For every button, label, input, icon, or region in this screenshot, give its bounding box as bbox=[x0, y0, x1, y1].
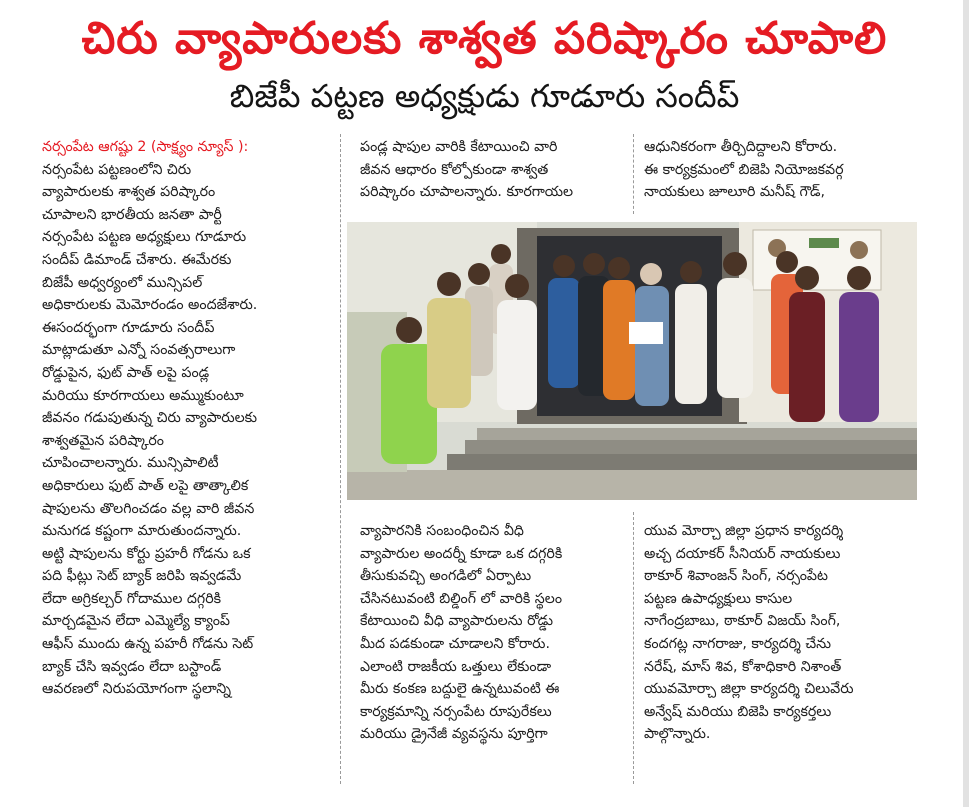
column-divider bbox=[340, 134, 341, 784]
text-line: తీసుకువచ్చి అంగడిలో ఏర్పాటు bbox=[360, 568, 532, 585]
text-line: బిజేపీ అధ్వర్యంలో మున్సిపల్ bbox=[42, 274, 203, 291]
text-line: మీద పడకుండా చూడాలని కోరారు. bbox=[360, 635, 550, 652]
text-line: బ్యాక్ చేసి ఇవ్వడం లేదా బస్టాండ్ bbox=[42, 658, 222, 675]
page-edge bbox=[963, 0, 969, 807]
text-line: నర్సంపేట పట్టణ అధ్యక్షులు గూడూరు bbox=[42, 229, 247, 246]
text-line: కందగట్ల నాగరాజు, కార్యదర్శి చేను bbox=[644, 635, 831, 652]
group-photo-illustration bbox=[347, 222, 917, 500]
text-line: మార్చడమైన లేదా ఎమ్మెల్యే క్యాంప్ bbox=[42, 613, 231, 630]
dateline: నర్సంపేట ఆగష్టు 2 (సాక్ష్యం న్యూస్ ): bbox=[42, 139, 249, 155]
text-line: కార్యక్రమాన్ని నర్సంపేట రూపురేకలు bbox=[360, 703, 552, 720]
article-column-2-top bbox=[360, 136, 640, 204]
text-line: కేటాయించి వీధి వ్యాపారులను రోడ్డు bbox=[360, 613, 553, 630]
text-line: ఠాకూర్ శివాంజన్ సింగ్, నర్సంపేట bbox=[644, 568, 828, 585]
text-line: చూపాలని భారతీయ జనతా పార్టీ bbox=[42, 206, 222, 223]
text-line: ఆధునికరంగా తీర్చిదిద్దాలని కోరారు. bbox=[644, 139, 838, 155]
text-line: జీవన ఆధారం కోల్పోకుండా శాశ్వత bbox=[360, 161, 549, 178]
text-line: సందీప్ డిమాండ్ చేశారు. ఈమేరకు bbox=[42, 251, 232, 268]
text-line: వ్యాపారులకు శాశ్వత పరిష్కారం bbox=[42, 184, 216, 201]
text-line: మీరు కంకణ బద్దులై ఉన్నటువంటి ఈ bbox=[360, 681, 560, 698]
text-line: యువమోర్చా జిల్లా కార్యదర్శి చిలువేరు bbox=[644, 681, 854, 698]
text-line: ఆవరణలో నిరుపయోగంగా స్థలాన్ని bbox=[42, 681, 232, 698]
text-line: ఈసందర్భంగా గూడూరు సందీప్ bbox=[42, 319, 215, 336]
text-line: మాట్లాడుతూ ఎన్నో సంవత్సరాలుగా bbox=[42, 342, 236, 359]
text-line: చేసినటువంటి బిల్డింగ్ లో వారికి స్థలం bbox=[360, 590, 563, 607]
text-line: యువ మోర్చా జిల్లా ప్రధాన కార్యదర్శి bbox=[644, 523, 844, 539]
text-line: జీవనం గడుపుతున్న చిరు వ్యాపారులకు bbox=[42, 410, 257, 427]
text-line: ఎలాంటి రాజకీయ ఒత్తులు లేకుండా bbox=[360, 658, 552, 675]
text-line: మనుగడ కష్టంగా మారుతుందన్నారు. bbox=[42, 523, 242, 540]
text-line: అధికారులు ఫుట్ పాత్ లపై తాత్కాలిక bbox=[42, 477, 249, 494]
text-line: లేదా అగ్రికల్చర్ గోదాముల దగ్గరికి bbox=[42, 590, 222, 607]
text-line: రోడ్డుపైన, ఫుట్ పాత్ లపై పండ్ల bbox=[42, 364, 210, 381]
text-line: నాయకులు జూలూరి మనీష్ గౌడ్, bbox=[644, 184, 825, 201]
text-line: పరిష్కారం చూపాలన్నారు. కూరగాయల bbox=[360, 184, 574, 201]
text-line: పట్టణ ఉపాధ్యక్షులు కాసుల bbox=[644, 590, 793, 607]
text-line: వ్యాపారుల అందర్నీ కూడా ఒక దగ్గరికి bbox=[360, 545, 563, 562]
text-line: మరియు కూరగాయలు అమ్ముకుంటూ bbox=[42, 387, 244, 404]
text-line: మరియు డ్రైనేజీ వ్యవస్థను పూర్తిగా bbox=[360, 726, 548, 743]
text-line: వ్యాపారనికి సంబంధించిన వీధి bbox=[360, 523, 524, 539]
text-line: శాశ్వతమైన పరిష్కారం bbox=[42, 432, 164, 449]
text-line: అన్వేష్ మరియు బిజెపి కార్యకర్తలు bbox=[644, 703, 832, 720]
news-photo bbox=[347, 222, 917, 500]
text-line: నాగేంద్రబాబు, ఠాకూర్ విజయ్ సింగ్, bbox=[644, 613, 841, 630]
article-column-3-bottom bbox=[644, 520, 924, 746]
text-line: నర్సంపేట పట్టణంలోని చిరు bbox=[42, 161, 192, 178]
subheadline: బిజేపీ పట్టణ అధ్యక్షుడు గూడూరు సందీప్ bbox=[229, 77, 740, 115]
article-column-3-top bbox=[644, 136, 924, 204]
text-line: షాపులను తొలగించడం వల్ల వారి జీవన bbox=[42, 500, 255, 517]
text-line: పాల్గొన్నారు. bbox=[644, 726, 711, 743]
text-line: పది ఫీట్లు సెట్ బ్యాక్ జరిపి ఇవ్వడమే bbox=[42, 568, 242, 585]
text-line: ఆఫీస్ ముందు ఉన్న పహరీ గోడను సెట్ bbox=[42, 636, 254, 653]
text-line: అట్టి షాపులను కోర్టు ప్రహరీ గోడను ఒక bbox=[42, 545, 251, 562]
text-line: అచ్చ దయాకర్ సీనియర్ నాయకులు bbox=[644, 545, 841, 562]
text-line: చూపించాలన్నారు. మున్సిపాలిటీ bbox=[42, 455, 219, 472]
text-line: ఈ కార్యక్రమంలో బిజెపి నియోజకవర్గ bbox=[644, 161, 844, 178]
headline: చిరు వ్యాపారులకు శాశ్వత పరిష్కారం చూపాలి bbox=[81, 13, 888, 64]
text-line: అధికారులకు మెమోరండం అందజేశారు. bbox=[42, 297, 258, 314]
text-line: నరేష్, మాస్ శివ, కోశాధికారి నిశాంత్ bbox=[644, 658, 842, 675]
article-column-2-bottom bbox=[360, 520, 640, 746]
article-column-1 bbox=[42, 136, 332, 701]
text-line: పండ్ల షాపుల వారికి కేటాయించి వారి bbox=[360, 139, 558, 155]
